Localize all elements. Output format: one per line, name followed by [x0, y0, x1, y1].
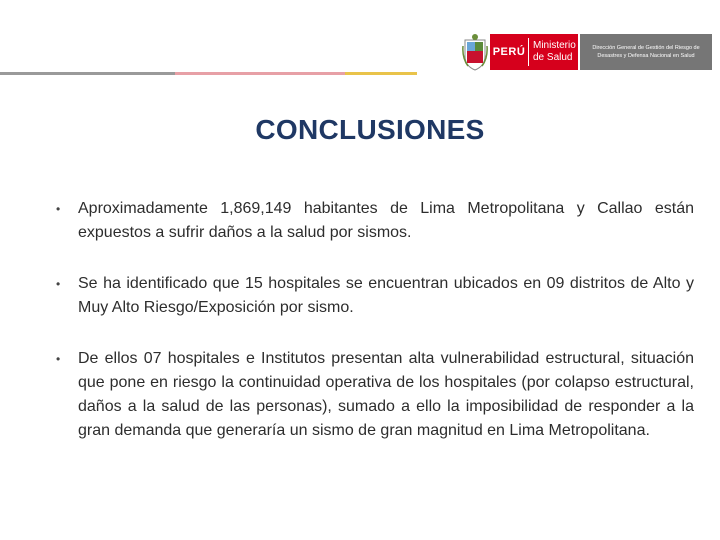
- list-item: [54, 197, 694, 245]
- logo-ministry-line1: Ministerio: [533, 40, 576, 51]
- ministry-logo: [462, 32, 712, 72]
- bullet-icon: •: [56, 277, 61, 291]
- header-rule-pink: [175, 72, 345, 75]
- logo-ministry-line2: de Salud: [533, 52, 573, 63]
- conclusions-list: [54, 197, 694, 470]
- logo-ministry: [529, 40, 576, 64]
- list-item: [54, 272, 694, 320]
- bullet-text: Aproximadamente 1,869,149 habitantes de Lima Metropolitana y Callao están expuestos a sufrir daños a la salud por sismos.: [78, 200, 694, 241]
- bullet-icon: •: [56, 202, 61, 216]
- header-rule-gray: [0, 72, 175, 75]
- coat-of-arms-icon: [462, 32, 488, 72]
- peru-ministry-badge: [490, 34, 578, 70]
- logo-directorate: Dirección General de Gestión del Riesgo de Desastres y Defensa Nacional en Salud: [580, 34, 712, 70]
- slide-title: CONCLUSIONES: [255, 114, 485, 145]
- header-rule-gold: [345, 72, 417, 75]
- list-item: [54, 347, 694, 443]
- bullet-text: De ellos 07 hospitales e Institutos presentan alta vulnerabilidad estructural, situación que pone en riesgo la continuidad operativa de los hospitales (por colapso estructural, daños a la salud de las personas), sumado a ello la imposibilidad de responder a la gran demanda que generaría un sismo de gran magnitud en Lima Metropolitana.: [78, 350, 694, 439]
- logo-country: PERÚ: [492, 46, 526, 58]
- bullet-text: Se ha identificado que 15 hospitales se encuentran ubicados en 09 distritos de Alto y Muy Alto Riesgo/Exposición por sismo.: [78, 275, 694, 316]
- bullet-icon: •: [56, 352, 61, 366]
